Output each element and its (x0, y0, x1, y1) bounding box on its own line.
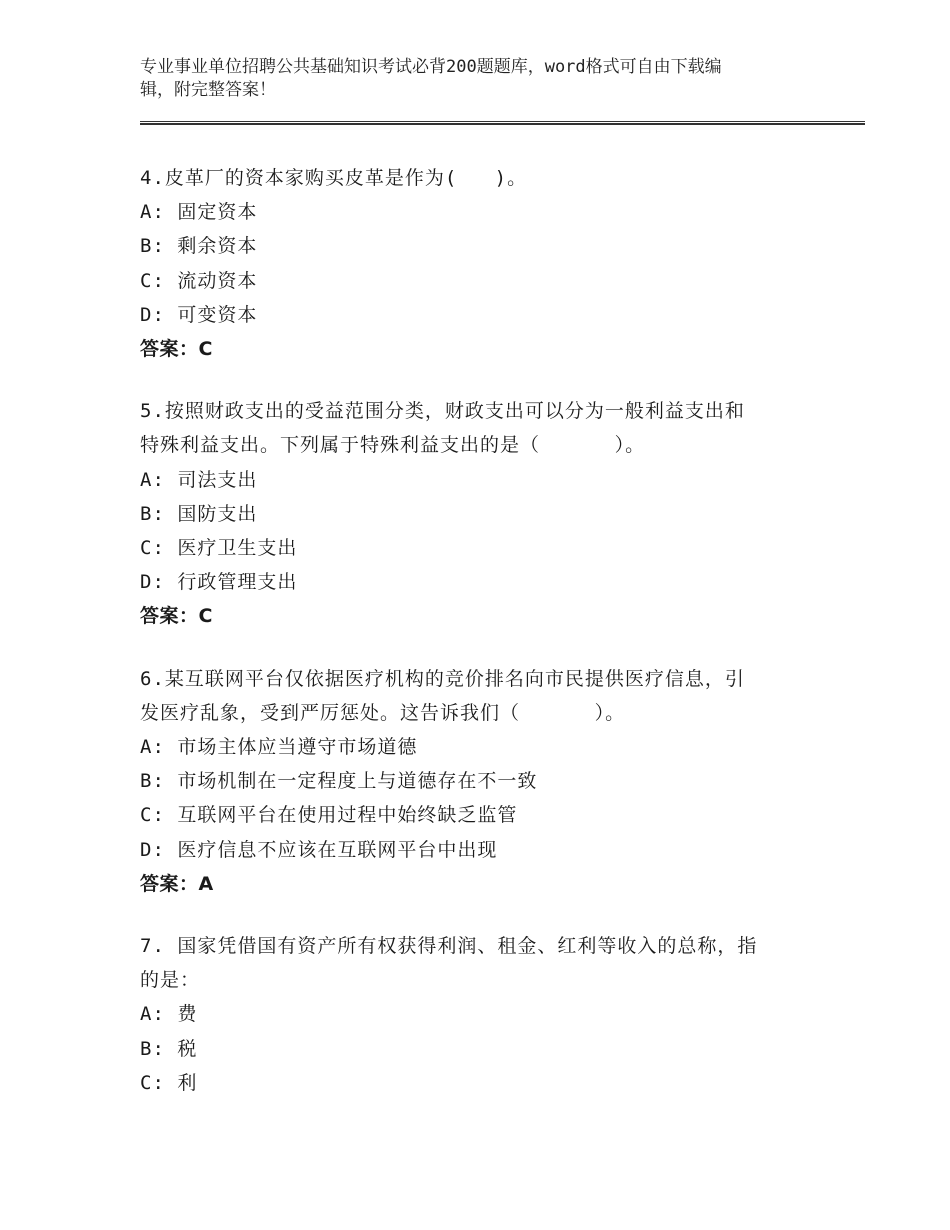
option-c: C: 互联网平台在使用过程中始终缺乏监管 (140, 804, 518, 827)
question-7 (140, 929, 820, 1100)
question-stem-line-1: 5.按照财政支出的受益范围分类，财政支出可以分为一般利益支出和 (140, 400, 745, 423)
option-c: C: 医疗卫生支出 (140, 537, 298, 560)
option-a: A: 市场主体应当遵守市场道德 (140, 736, 418, 759)
option-c: C: 利 (140, 1071, 198, 1094)
option-b: B: 剩余资本 (140, 235, 258, 258)
answer-label: 答案：C (140, 338, 213, 361)
question-5 (140, 394, 820, 633)
header-line-2: 辑，附完整答案！ (140, 80, 276, 100)
header-divider-thin (140, 121, 865, 122)
option-b: B: 市场机制在一定程度上与道德存在不一致 (140, 770, 538, 793)
question-list (140, 161, 820, 1128)
option-c: C: 流动资本 (140, 269, 258, 292)
answer-label: 答案：A (140, 872, 214, 895)
option-a: A: 费 (140, 1003, 198, 1026)
option-b: B: 税 (140, 1037, 198, 1060)
question-4 (140, 161, 820, 366)
question-stem-line-2: 发医疗乱象，受到严厉惩处。这告诉我们（ ）。 (140, 701, 626, 724)
question-stem-line-2: 的是： (140, 969, 201, 992)
question-stem-line-2: 特殊利益支出。下列属于特殊利益支出的是（ ）。 (140, 434, 646, 457)
option-a: A: 司法支出 (140, 468, 258, 491)
question-stem-line-1: 6.某互联网平台仅依据医疗机构的竞价排名向市民提供医疗信息，引 (140, 667, 745, 690)
question-stem-line-1: 7. 国家凭借国有资产所有权获得利润、租金、红利等收入的总称，指 (140, 935, 758, 958)
option-a: A: 固定资本 (140, 201, 258, 224)
header-divider-thick (140, 123, 865, 125)
option-b: B: 国防支出 (140, 502, 258, 525)
option-d: D: 医疗信息不应该在互联网平台中出现 (140, 838, 498, 861)
option-d: D: 可变资本 (140, 303, 258, 326)
option-d: D: 行政管理支出 (140, 571, 298, 594)
header-line-1: 专业事业单位招聘公共基础知识考试必背200题题库，word格式可自由下载编 (140, 57, 722, 77)
question-6 (140, 662, 820, 901)
answer-label: 答案：C (140, 605, 213, 628)
document-header (140, 56, 800, 102)
question-stem: 4.皮革厂的资本家购买皮革是作为( )。 (140, 167, 528, 189)
